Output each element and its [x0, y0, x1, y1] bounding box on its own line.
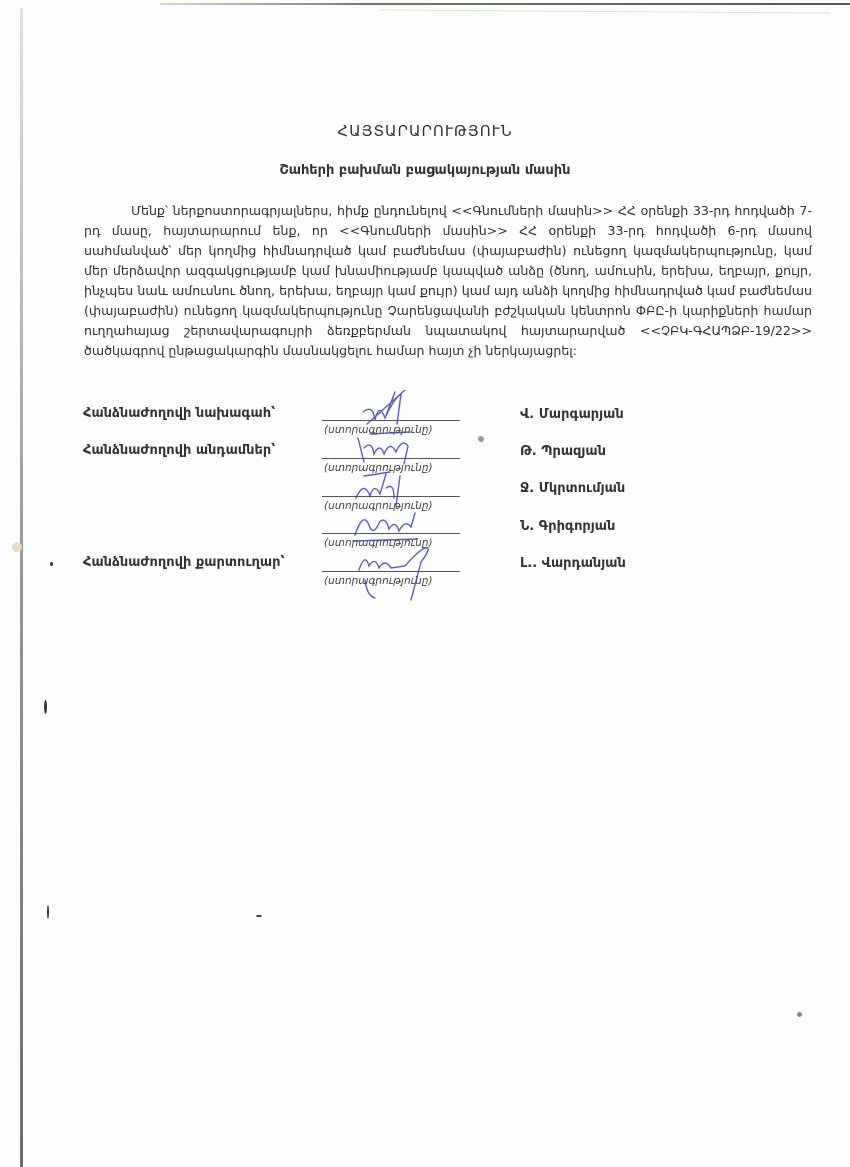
scan-speck	[256, 915, 262, 917]
declaration-body	[84, 201, 812, 361]
signatory-name: Ն. Գրիգորյան	[520, 519, 616, 534]
scan-speck	[44, 700, 47, 714]
signature-caption: (ստորագրությունը)	[324, 537, 433, 549]
members-label: Հանձնաժողովի անդամներ՝	[83, 443, 276, 458]
scan-edge-top-faint	[380, 9, 830, 13]
signature-caption: (ստորագրությունը)	[324, 424, 433, 436]
paper-stain	[12, 542, 22, 552]
signatory-name: Լ.. Վարդանյան	[520, 556, 626, 571]
signature-caption: (ստորագրությունը)	[324, 575, 433, 587]
scan-edge-left	[20, 8, 23, 1167]
handwritten-signature	[345, 540, 455, 602]
scan-edge-top	[160, 3, 850, 5]
signatory-name: Վ. Մարգարյան	[520, 407, 624, 422]
scan-speck	[478, 436, 484, 442]
document-title: ՀԱՅՏԱՐԱՐՈՒԹՅՈՒՆ	[337, 122, 513, 140]
signatory-name: Թ. Պրազյան	[520, 444, 606, 459]
scan-speck	[797, 1012, 802, 1017]
handwritten-signature	[350, 468, 420, 508]
document-subtitle: Շահերի բախման բացակայության մասին	[279, 163, 571, 178]
signature-caption: (ստորագրությունը)	[324, 500, 433, 512]
handwritten-signature	[350, 428, 420, 468]
signatory-name: Ջ. Մկրտումյան	[520, 481, 626, 496]
signature-caption: (ստորագրությունը)	[324, 462, 433, 474]
secretary-label: Հանձնաժողովի քարտուղար՝	[83, 555, 285, 570]
scan-speck	[47, 905, 49, 919]
declaration-paragraph: Մենք՝ ներքոստորագրյալներս, հիմք ընդունելով <<Գնումների մասին>> ՀՀ օրենքի 33-րդ հոդվածի 7-րդ մասը, հայտարարում ենք, որ <<Գնումների մասին>> ՀՀ օրենքի 33-րդ հոդվածի 6-րդ մասով սահմանված՝ մեր կողմից հիմնադրված կամ բաժնեմաս (փայաբաժին) ունեցող կազմակերպությունը, կամ մեր մերձավոր ազգակցությամբ կամ խնամիությամբ կապված անձը (ծնող, ամուսին, երեխա, եղբայր, քույր, ինչպես նաև ամուսնու ծնող, երեխա, եղբայր կամ քույր) կամ այդ անձի կողմից հիմնադրված կամ բաժնեմաս (փայաբաժին) ունեցող կազմակերպությունը Չարենցավանի բժշկական կենտրոն ՓԲԸ-ի կարիքների համար ուղղահայաց շերտավարագույրի ձեռքբերման նպատակով հայտարարված <<ՉԲԿ-ԳՀԱՊՁԲ-19/22>> ծածկագրով ընթացակարգին մասնակցելու համար հայտ չի ներկայացրել:	[84, 203, 812, 358]
chairman-label: Հանձնաժողովի նախագահ՝	[83, 406, 276, 421]
scan-speck	[50, 562, 53, 566]
